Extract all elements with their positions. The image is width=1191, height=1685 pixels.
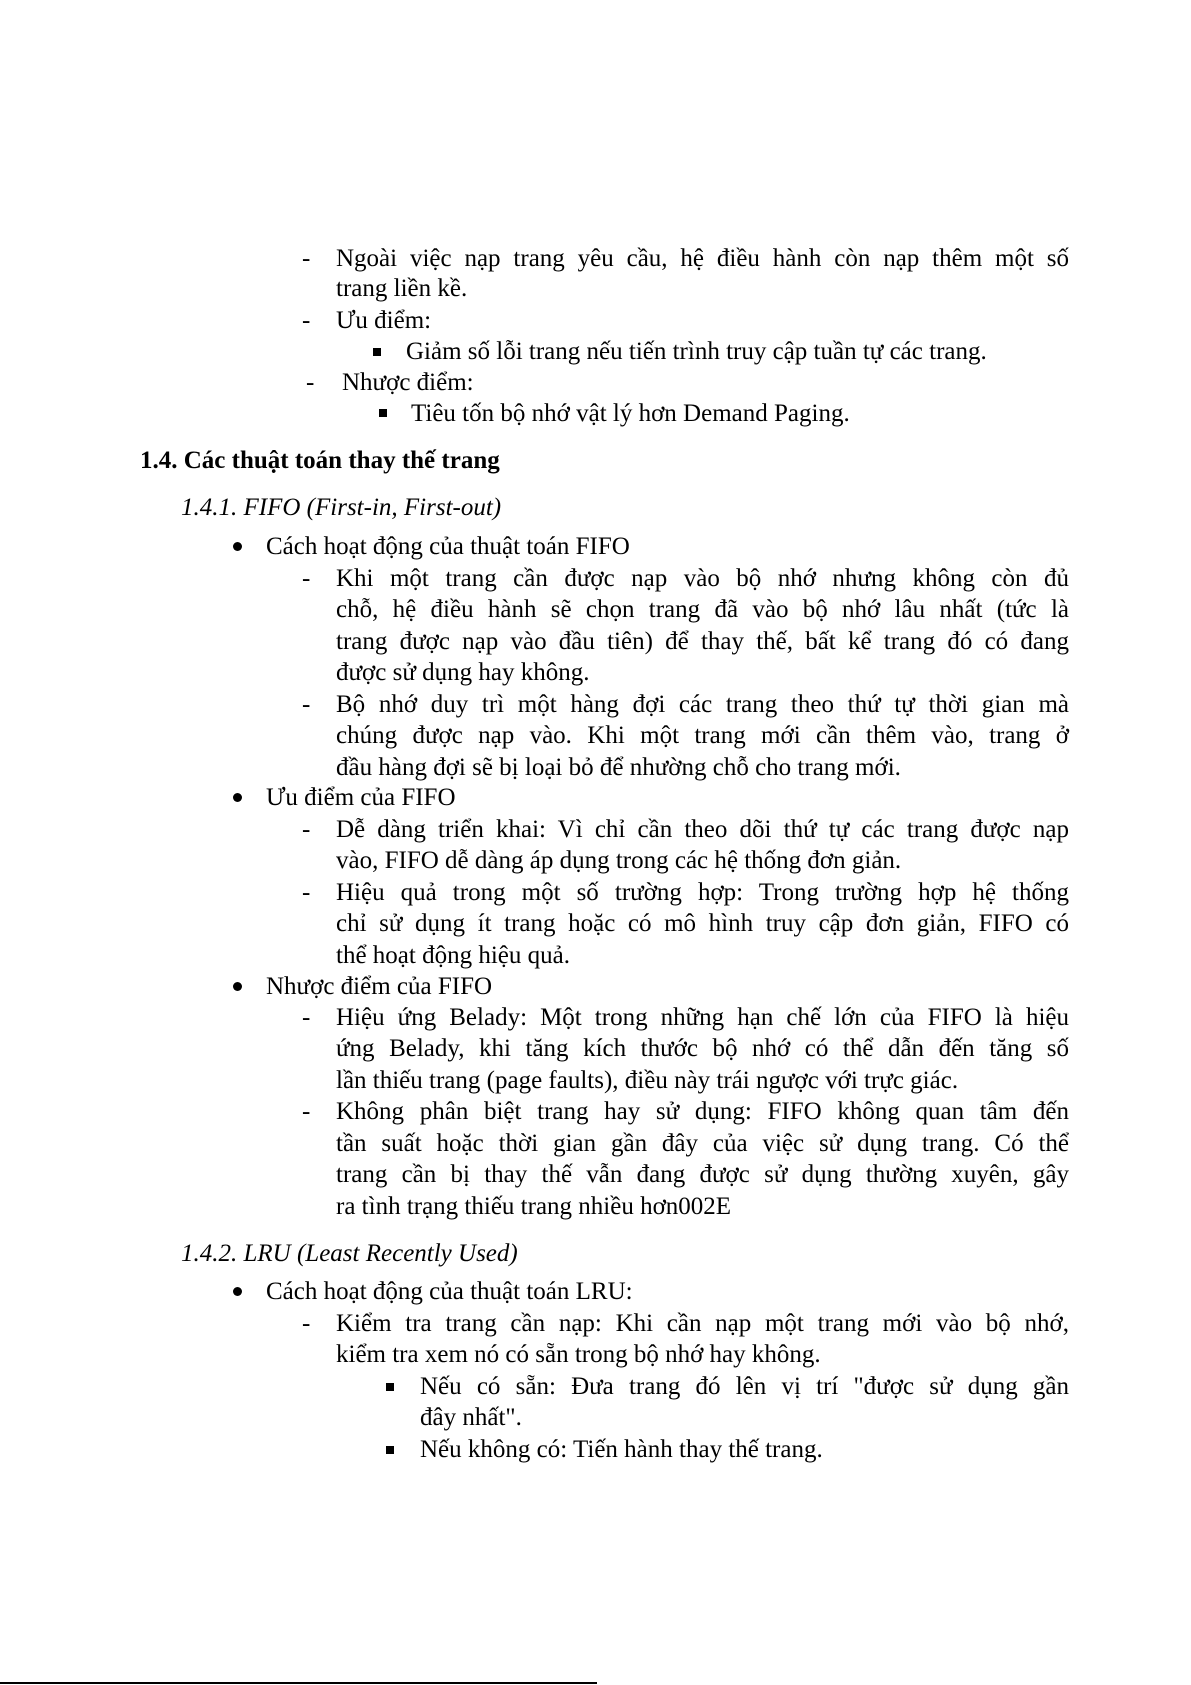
paragraph-line: chúng được nạp vào. Khi một trang mới cần thêm vào, trang ở (336, 722, 1069, 749)
paragraph-line: Nếu có sẵn: Đưa trang đó lên vị trí "được sử dụng gần (420, 1373, 1069, 1400)
subsection-heading-lru: 1.4.2. LRU (Least Recently Used) (181, 1240, 518, 1267)
disadvantage-detail: Tiêu tốn bộ nhớ vật lý hơn Demand Paging. (411, 400, 850, 427)
list-dash: - (302, 245, 311, 272)
paragraph-line: chỗ, hệ điều hành sẽ chọn trang đã vào bộ nhớ lâu nhất (tức là (336, 596, 1069, 623)
paragraph-line: thể hoạt động hiệu quả. (336, 942, 570, 969)
square-bullet-icon (386, 1383, 394, 1391)
list-dash: - (302, 565, 311, 592)
paragraph-line: Nếu không có: Tiến hành thay thế trang. (420, 1436, 823, 1463)
list-item-line: trang liền kề. (336, 275, 468, 302)
bullet-title: Cách hoạt động của thuật toán FIFO (266, 533, 630, 560)
paragraph-line: Hiệu ứng Belady: Một trong những hạn chế lớn của FIFO là hiệu (336, 1004, 1069, 1031)
subsection-heading-fifo: 1.4.1. FIFO (First-in, First-out) (181, 494, 502, 521)
square-bullet-icon (373, 348, 381, 356)
bullet-dot-icon (233, 793, 242, 802)
square-bullet-icon (386, 1446, 394, 1454)
footer-rule (0, 1682, 597, 1684)
paragraph-line: ứng Belady, khi tăng kích thước bộ nhớ có thể dẫn đến tăng số (336, 1035, 1069, 1062)
advantage-detail: Giảm số lỗi trang nếu tiến trình truy cập tuần tự các trang. (406, 338, 987, 365)
paragraph-line: lần thiếu trang (page faults), điều này trái ngược với trực giác. (336, 1067, 959, 1094)
paragraph-line: Bộ nhớ duy trì một hàng đợi các trang theo thứ tự thời gian mà (336, 691, 1069, 718)
list-dash: - (302, 1310, 311, 1337)
paragraph-line: Hiệu quả trong một số trường hợp: Trong trường hợp hệ thống (336, 879, 1069, 906)
advantage-label: Ưu điểm: (336, 307, 432, 334)
section-heading: 1.4. Các thuật toán thay thế trang (140, 447, 500, 474)
list-dash: - (302, 816, 311, 843)
square-bullet-icon (379, 409, 387, 417)
paragraph-line: chỉ sử dụng ít trang hoặc có mô hình truy cập đơn giản, FIFO có (336, 910, 1069, 937)
bullet-title: Cách hoạt động của thuật toán LRU: (266, 1278, 633, 1305)
paragraph-line: ra tình trạng thiếu trang nhiều hơn002E (336, 1193, 732, 1220)
bullet-dot-icon (233, 1287, 242, 1296)
paragraph-line: Không phân biệt trang hay sử dụng: FIFO không quan tâm đến (336, 1098, 1069, 1125)
list-dash: - (302, 691, 311, 718)
paragraph-line: đây nhất". (420, 1404, 522, 1431)
bullet-dot-icon (233, 542, 242, 551)
paragraph-line: tần suất hoặc thời gian gần đây của việc sử dụng trang. Có thể (336, 1130, 1069, 1157)
paragraph-line: đầu hàng đợi sẽ bị loại bỏ để nhường chỗ cho trang mới. (336, 754, 901, 781)
list-dash: - (302, 879, 311, 906)
list-dash: - (306, 369, 315, 396)
paragraph-line: Khi một trang cần được nạp vào bộ nhớ nhưng không còn đủ (336, 565, 1069, 592)
list-dash: - (302, 1004, 311, 1031)
paragraph-line: trang được nạp vào đầu tiên) để thay thế, bất kể trang đó có đang (336, 628, 1069, 655)
list-dash: - (302, 307, 311, 334)
paragraph-line: được sử dụng hay không. (336, 659, 590, 686)
list-item-line: Ngoài việc nạp trang yêu cầu, hệ điều hành còn nạp thêm một số (336, 245, 1069, 272)
paragraph-line: kiểm tra xem nó có sẵn trong bộ nhớ hay không. (336, 1341, 821, 1368)
bullet-title: Nhược điểm của FIFO (266, 973, 493, 1000)
bullet-title: Ưu điểm của FIFO (266, 784, 456, 811)
paragraph-line: trang cần bị thay thế vẫn đang được sử dụng thường xuyên, gây (336, 1161, 1069, 1188)
paragraph-line: Kiểm tra trang cần nạp: Khi cần nạp một trang mới vào bộ nhớ, (336, 1310, 1069, 1337)
paragraph-line: vào, FIFO dễ dàng áp dụng trong các hệ thống đơn giản. (336, 847, 902, 874)
list-dash: - (302, 1098, 311, 1125)
paragraph-line: Dễ dàng triển khai: Vì chỉ cần theo dõi thứ tự các trang được nạp (336, 816, 1069, 843)
disadvantage-label: Nhược điểm: (342, 369, 474, 396)
bullet-dot-icon (233, 982, 242, 991)
